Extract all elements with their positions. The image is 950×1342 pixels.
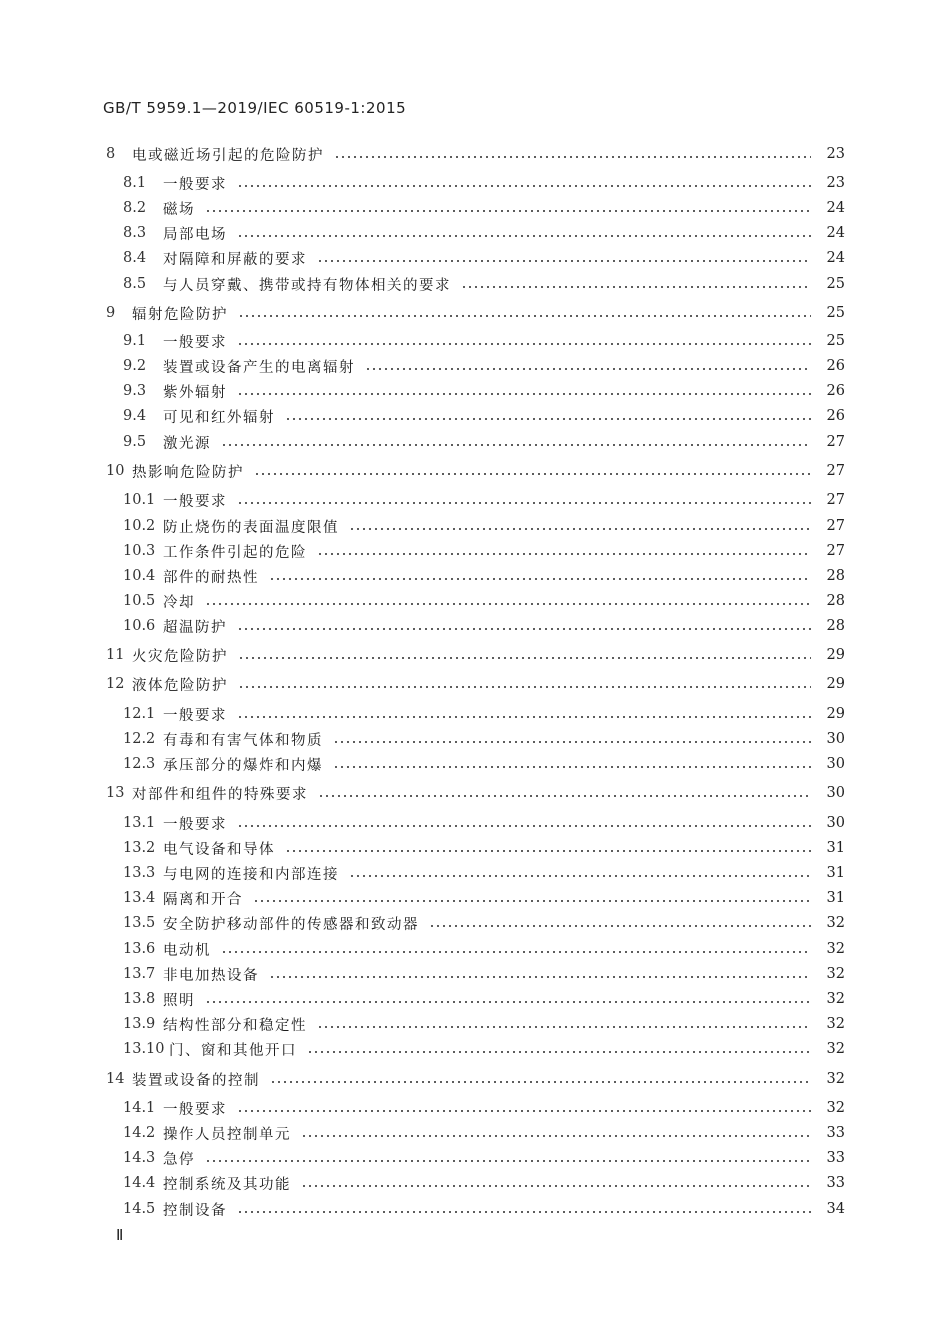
toc-entry-page: 31 [826,840,845,856]
toc-entry-title: 对部件和组件的特殊要求 [132,786,308,803]
dot-leader [269,578,811,580]
toc-entry-number: 8.3 [123,225,147,241]
toc-entry [123,837,845,859]
toc-entry-page: 24 [826,250,845,266]
toc-entry-title: 有毒和有害气体和物质 [163,732,323,749]
toc-entry-number: 13.6 [123,941,156,957]
dot-leader [238,315,811,317]
toc-entry [106,302,845,324]
toc-entry-page: 27 [826,543,845,559]
toc-entry [123,222,845,244]
toc-entry [123,330,845,352]
dot-leader [333,741,811,743]
toc-entry-page: 33 [826,1150,845,1166]
toc-entry-title: 非电加热设备 [163,967,259,984]
toc-entry-page: 27 [826,518,845,534]
toc-entry-title: 冷却 [163,594,195,611]
dot-leader [429,925,811,927]
toc-entry-number: 14 [106,1071,125,1087]
toc-entry [123,489,845,511]
toc-entry [106,143,845,165]
toc-entry-number: 9.5 [123,434,147,450]
toc-entry-title: 控制系统及其功能 [163,1176,291,1193]
toc-entry-page: 32 [826,915,845,931]
toc-entry [123,1172,845,1194]
toc-entry [123,728,845,750]
toc-entry [123,172,845,194]
toc-entry-title: 辐射危险防护 [132,306,228,323]
toc-entry-page: 31 [826,865,845,881]
dot-leader [317,1026,811,1028]
toc-entry-title: 一般要求 [163,1101,227,1118]
toc-entry [123,1147,845,1169]
toc-entry-page: 26 [826,358,845,374]
toc-entry-page: 32 [826,941,845,957]
toc-entry-number: 13.4 [123,890,156,906]
toc-entry-title: 一般要求 [163,707,227,724]
toc-entry-title: 与电网的连接和内部连接 [163,866,339,883]
dot-leader [205,603,811,605]
toc-entry-page: 25 [826,276,845,292]
toc-entry-title: 激光源 [163,435,211,452]
toc-entry [123,938,845,960]
toc-entry-page: 27 [826,492,845,508]
toc-entry-page: 23 [826,175,845,191]
toc-entry [123,1013,845,1035]
toc-entry-title: 结构性部分和稳定性 [163,1017,307,1034]
toc-entry [106,644,845,666]
toc-entry-page: 30 [826,731,845,747]
toc-entry-number: 14.4 [123,1175,156,1191]
document-header: GB/T 5959.1—2019/IEC 60519-1:2015 [103,99,407,117]
toc-entry-title: 隔离和开合 [163,891,243,908]
toc-entry-title: 门、窗和其他开口 [169,1042,297,1059]
toc-entry-number: 8.2 [123,200,147,216]
toc-entry-page: 30 [826,785,845,801]
toc-entry-page: 29 [826,676,845,692]
toc-entry-number: 13 [106,785,125,801]
toc-entry [123,862,845,884]
dot-leader [285,850,811,852]
toc-entry-title: 一般要求 [163,493,227,510]
dot-leader [254,473,811,475]
dot-leader [205,1160,811,1162]
toc-entry-title: 装置或设备产生的电离辐射 [163,359,355,376]
toc-entry-number: 10.4 [123,568,156,584]
toc-entry-title: 局部电场 [163,226,227,243]
toc-entry-number: 13.10 [123,1041,165,1057]
toc-entry-number: 13.9 [123,1016,156,1032]
toc-entry-title: 电动机 [163,942,211,959]
toc-entry [123,1122,845,1144]
toc-entry-title: 一般要求 [163,816,227,833]
toc-entry-number: 10.3 [123,543,156,559]
toc-entry-number: 13.2 [123,840,156,856]
toc-entry [123,590,845,612]
toc-entry-page: 31 [826,890,845,906]
toc-entry-page: 24 [826,200,845,216]
toc-entry [123,1097,845,1119]
dot-leader [307,1051,811,1053]
dot-leader [237,628,811,630]
toc-entry [123,380,845,402]
toc-entry-title: 工作条件引起的危险 [163,544,307,561]
toc-entry-title: 电或磁近场引起的危险防护 [132,147,324,164]
toc-entry-page: 29 [826,706,845,722]
toc-entry [123,887,845,909]
toc-entry-number: 10.6 [123,618,156,634]
toc-entry-title: 操作人员控制单元 [163,1126,291,1143]
toc-entry [123,540,845,562]
dot-leader [237,502,811,504]
toc-entry-title: 部件的耐热性 [163,569,259,586]
toc-entry-number: 10.1 [123,492,156,508]
toc-entry-number: 13.1 [123,815,156,831]
toc-entry-number: 13.7 [123,966,156,982]
dot-leader [269,976,811,978]
toc-entry-page: 33 [826,1125,845,1141]
dot-leader [221,951,811,953]
toc-entry-number: 14.2 [123,1125,156,1141]
toc-entry-title: 可见和红外辐射 [163,409,275,426]
dot-leader [237,1211,811,1213]
toc-entry-number: 12.1 [123,706,156,722]
dot-leader [301,1135,811,1137]
toc-entry-number: 12 [106,676,125,692]
toc-entry-title: 安全防护移动部件的传感器和致动器 [163,916,419,933]
toc-entry-page: 26 [826,408,845,424]
toc-entry-page: 24 [826,225,845,241]
toc-entry-number: 13.3 [123,865,156,881]
toc-entry-number: 12.3 [123,756,156,772]
toc-entry-title: 与人员穿戴、携带或持有物体相关的要求 [163,277,451,294]
toc-entry-title: 电气设备和导体 [163,841,275,858]
toc-entry [123,405,845,427]
dot-leader [461,286,811,288]
toc-entry-number: 14.5 [123,1201,156,1217]
toc-entry-title: 控制设备 [163,1202,227,1219]
page-number: Ⅱ [116,1226,124,1244]
toc-entry-page: 28 [826,568,845,584]
dot-leader [253,900,811,902]
toc-entry [106,1068,845,1090]
toc-entry [106,673,845,695]
dot-leader [237,185,811,187]
toc-entry-title: 一般要求 [163,334,227,351]
toc-entry-page: 32 [826,991,845,1007]
toc-entry [106,460,845,482]
toc-entry-title: 火灾危险防护 [132,648,228,665]
toc-entry-number: 14.3 [123,1150,156,1166]
toc-entry-page: 28 [826,593,845,609]
toc-entry-page: 25 [826,305,845,321]
toc-entry-title: 装置或设备的控制 [132,1072,260,1089]
dot-leader [349,528,811,530]
toc-entry-page: 29 [826,647,845,663]
toc-entry-number: 9.1 [123,333,147,349]
dot-leader [270,1081,811,1083]
dot-leader [205,210,811,212]
toc-entry-page: 30 [826,756,845,772]
toc-entry-title: 液体危险防护 [132,677,228,694]
toc-entry-page: 28 [826,618,845,634]
toc-entry [123,247,845,269]
dot-leader [237,825,811,827]
toc-entry-number: 14.1 [123,1100,156,1116]
toc-entry-page: 23 [826,146,845,162]
dot-leader [205,1001,811,1003]
toc-entry-page: 33 [826,1175,845,1191]
toc-entry-title: 照明 [163,992,195,1009]
toc-entry-title: 急停 [163,1151,195,1168]
dot-leader [317,553,811,555]
toc-entry-title: 紫外辐射 [163,384,227,401]
toc-entry-page: 27 [826,434,845,450]
toc-entry [123,1038,845,1060]
toc-entry-number: 9.2 [123,358,147,374]
toc-entry-number: 10 [106,463,125,479]
toc-entry-title: 对隔障和屏蔽的要求 [163,251,307,268]
dot-leader [333,766,811,768]
toc-entry [123,912,845,934]
dot-leader [237,235,811,237]
toc-entry-title: 热影响危险防护 [132,464,244,481]
toc-entry [123,988,845,1010]
toc-entry [123,812,845,834]
toc-entry [123,431,845,453]
dot-leader [301,1185,811,1187]
toc-entry-title: 磁场 [163,201,195,218]
toc-entry [106,782,845,804]
toc-entry-number: 11 [106,647,125,663]
toc-entry-title: 防止烧伤的表面温度限值 [163,519,339,536]
toc-entry [123,515,845,537]
toc-entry-title: 一般要求 [163,176,227,193]
toc-entry-page: 25 [826,333,845,349]
toc-entry-page: 34 [826,1201,845,1217]
dot-leader [221,444,811,446]
toc-entry-page: 32 [826,1016,845,1032]
toc-entry-number: 10.2 [123,518,156,534]
dot-leader [285,418,811,420]
toc-entry-number: 13.5 [123,915,156,931]
dot-leader [238,657,811,659]
toc-entry [123,273,845,295]
dot-leader [237,343,811,345]
dot-leader [238,686,811,688]
dot-leader [317,260,811,262]
toc-entry-number: 8 [106,146,116,162]
toc-entry-number: 12.2 [123,731,156,747]
toc-entry [123,355,845,377]
toc-entry-number: 8.5 [123,276,147,292]
toc-entry-page: 27 [826,463,845,479]
toc-entry-number: 9 [106,305,116,321]
toc-entry-number: 10.5 [123,593,156,609]
dot-leader [237,393,811,395]
dot-leader [237,1110,811,1112]
toc-entry [123,197,845,219]
toc-entry-page: 30 [826,815,845,831]
toc-entry-page: 32 [826,1100,845,1116]
dot-leader [349,875,811,877]
dot-leader [318,795,811,797]
dot-leader [365,368,811,370]
toc-entry-page: 32 [826,1041,845,1057]
toc-entry-page: 32 [826,966,845,982]
toc-entry [123,753,845,775]
toc-entry-number: 9.4 [123,408,147,424]
toc-entry-page: 32 [826,1071,845,1087]
toc-entry [123,565,845,587]
toc-entry-title: 承压部分的爆炸和内爆 [163,757,323,774]
toc-entry-number: 9.3 [123,383,147,399]
toc-entry [123,703,845,725]
toc-entry [123,615,845,637]
dot-leader [334,156,811,158]
toc-entry [123,1198,845,1220]
toc-entry-page: 26 [826,383,845,399]
toc-entry [123,963,845,985]
toc-entry-number: 8.1 [123,175,147,191]
toc-entry-number: 8.4 [123,250,147,266]
toc-entry-title: 超温防护 [163,619,227,636]
toc-entry-number: 13.8 [123,991,156,1007]
dot-leader [237,716,811,718]
